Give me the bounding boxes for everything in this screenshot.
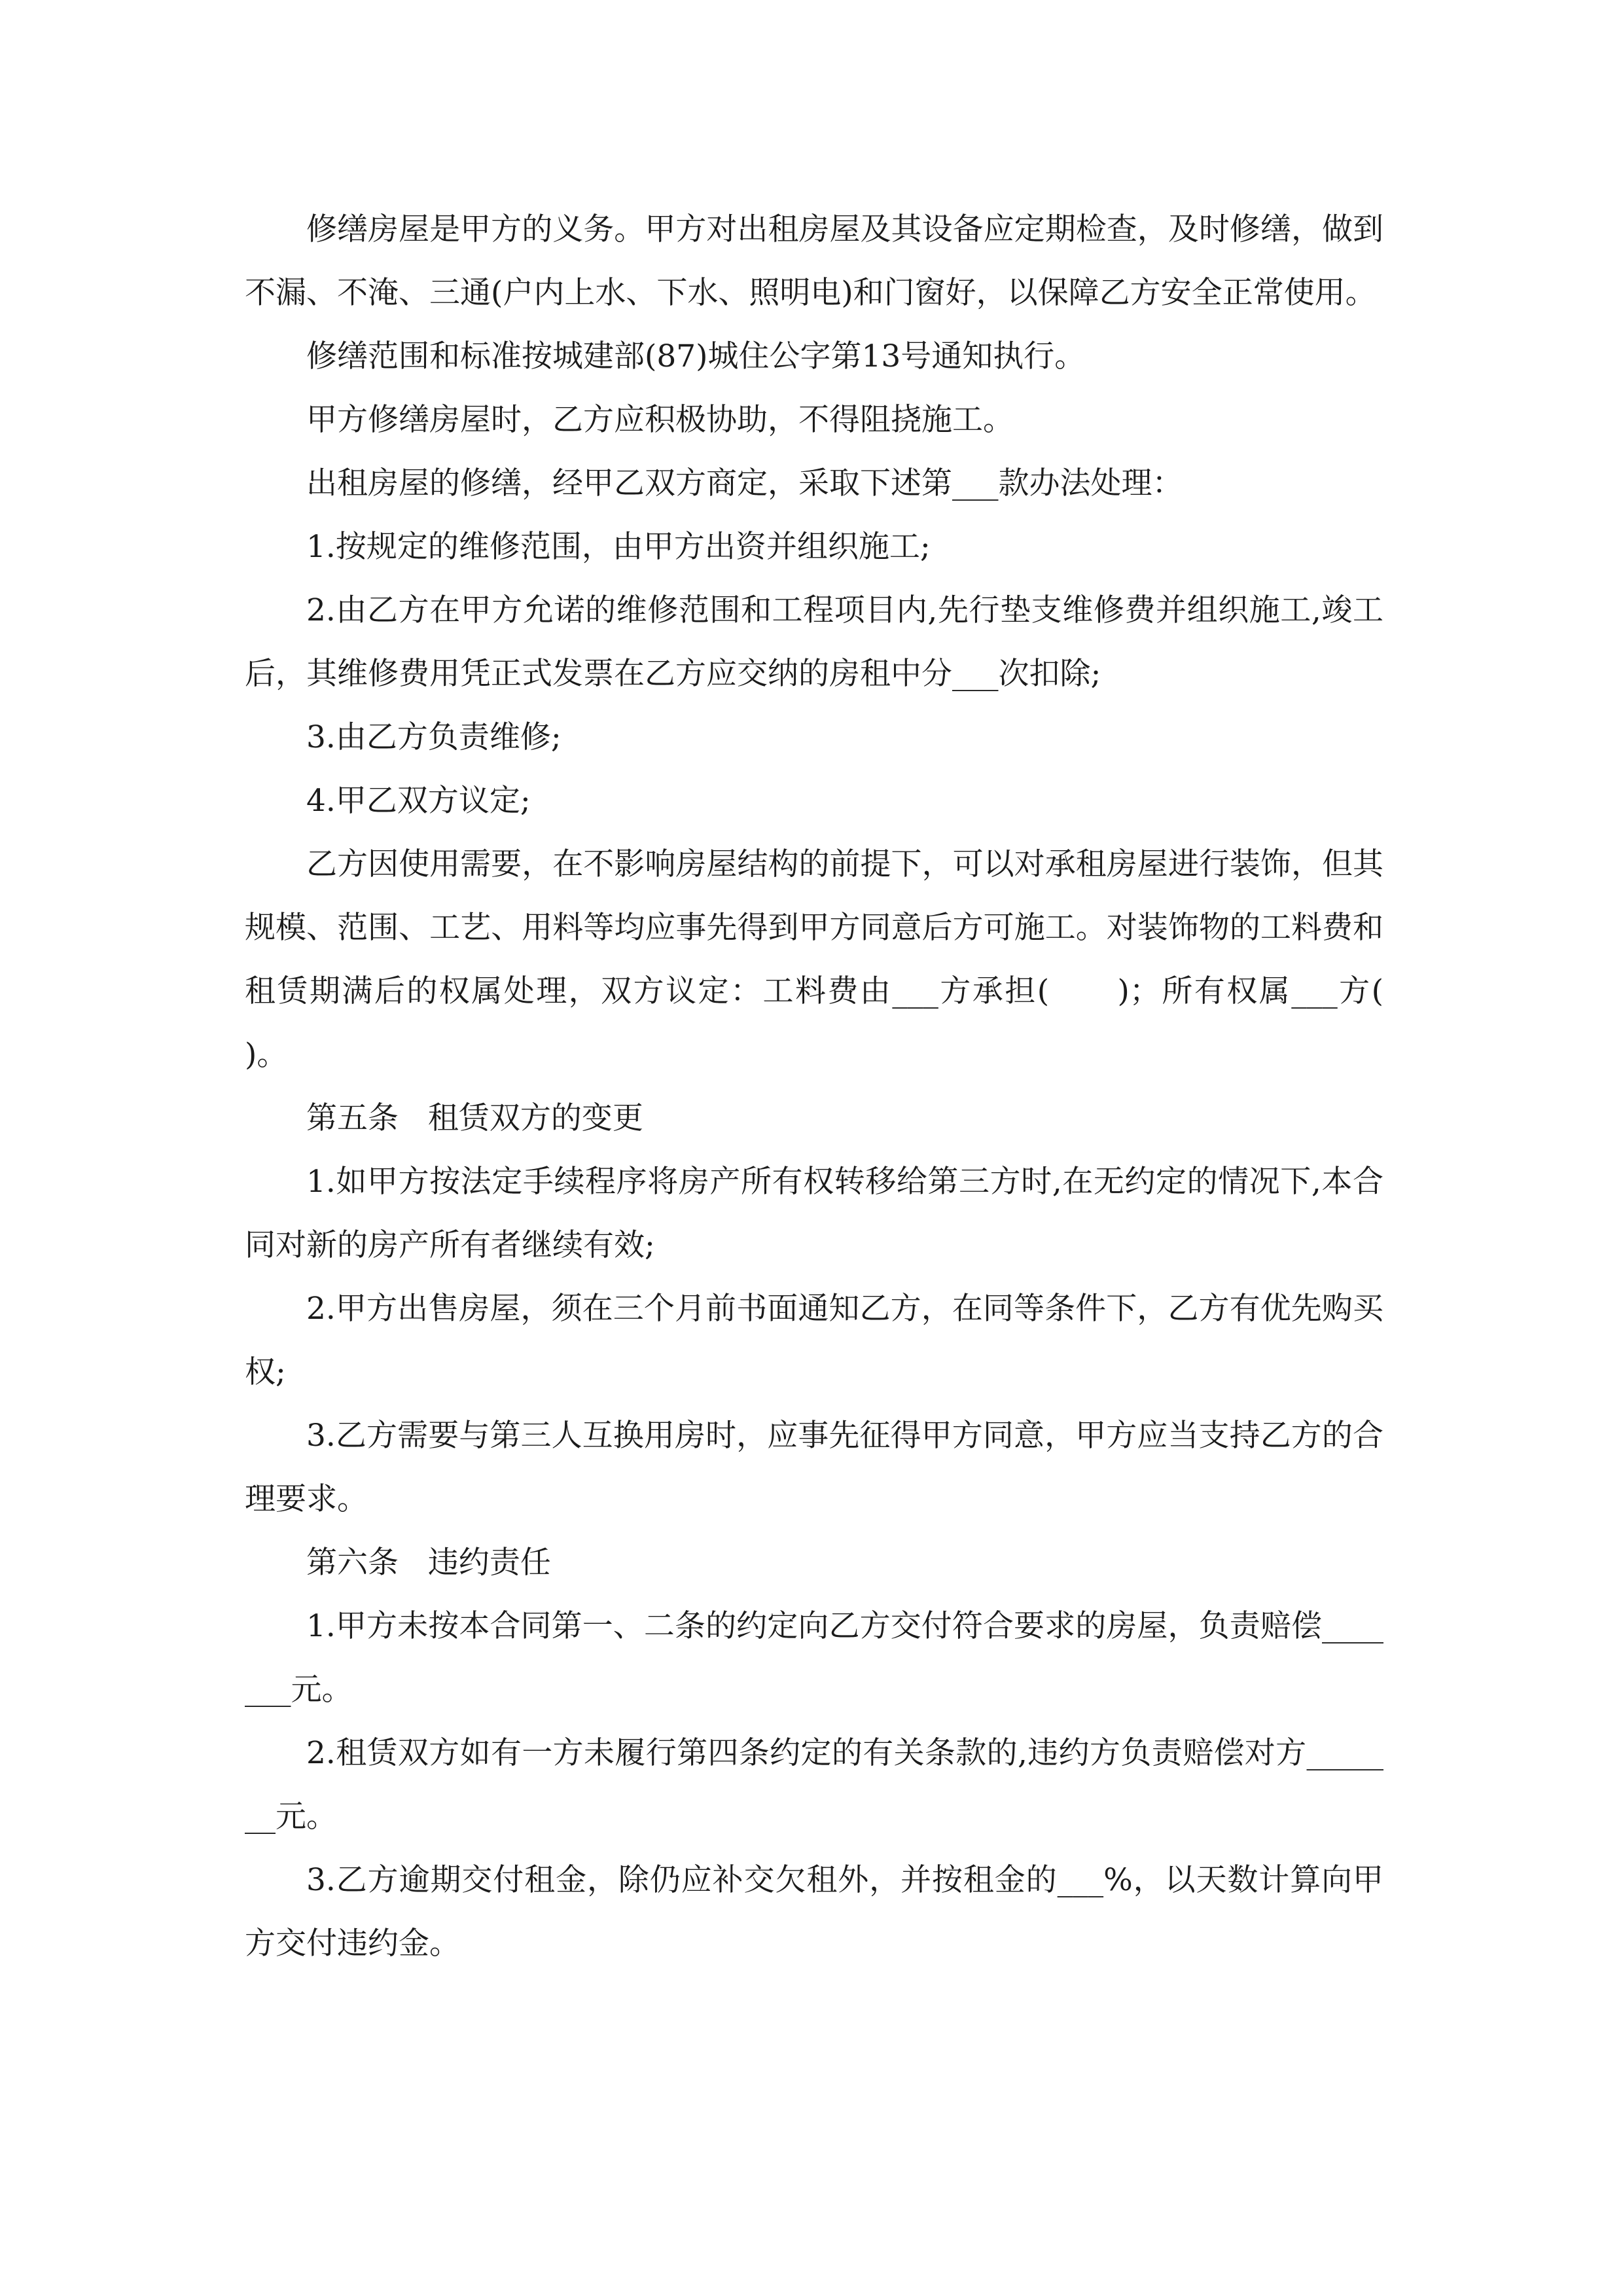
list-item-3: 3.由乙方负责维修; (306, 719, 562, 755)
list-item-3: 3.乙方逾期交付租金，除仍应补交欠租外，并按租金的___%，以天数计算向甲方交付违约金。 (245, 1862, 1383, 1962)
list-item-2: 2.租赁双方如有一方未履行第四条约定的有关条款的,违约方负责赔偿对方_______元。 (245, 1735, 1383, 1835)
list-item-1: 1.如甲方按法定手续程序将房产所有权转移给第三方时,在无约定的情况下,本合同对新的房产所有者继续有效; (245, 1164, 1383, 1263)
paragraph-repair-obligation: 修缮房屋是甲方的义务。甲方对出租房屋及其设备应定期检查，及时修缮，做到不漏、不淹、三通(户内上水、下水、照明电)和门窗好，以保障乙方安全正常使用。 (245, 211, 1383, 311)
paragraph-tenant-cooperation: 甲方修缮房屋时，乙方应积极协助，不得阻挠施工。 (306, 402, 1014, 438)
list-item-4: 4.甲乙双方议定; (306, 783, 531, 819)
section-heading-article-6: 第六条 违约责任 (306, 1545, 551, 1581)
list-item-3: 3.乙方需要与第三人互换用房时，应事先征得甲方同意，甲方应当支持乙方的合理要求。 (245, 1418, 1383, 1517)
paragraph-decoration: 乙方因使用需要，在不影响房屋结构的前提下，可以对承租房屋进行装饰，但其规模、范围、工艺、用料等均应事先得到甲方同意后方可施工。对装饰物的工料费和租赁期满后的权属处理，双方议定：工料费由___方承担( )；所有权属___方( )。 (245, 846, 1442, 1073)
list-item-1: 1.按规定的维修范围，由甲方出资并组织施工; (306, 529, 931, 565)
paragraph-repair-method: 出租房屋的修缮，经甲乙双方商定，采取下述第___款办法处理： (306, 465, 1183, 501)
list-item-1: 1.甲方未按本合同第一、二条的约定向乙方交付符合要求的房屋，负责赔偿_______元。 (245, 1608, 1383, 1708)
paragraph-repair-scope: 修缮范围和标准按城建部(87)城住公字第13号通知执行。 (306, 338, 1086, 374)
list-item-2: 2.由乙方在甲方允诺的维修范围和工程项目内,先行垫支维修费并组织施工,竣工后，其维修费用凭正式发票在乙方应交纳的房租中分___次扣除; (245, 592, 1383, 692)
list-item-2: 2.甲方出售房屋，须在三个月前书面通知乙方，在同等条件下，乙方有优先购买权; (245, 1291, 1383, 1390)
section-heading-article-5: 第五条 租赁双方的变更 (306, 1100, 643, 1136)
document-body (245, 198, 1442, 1975)
